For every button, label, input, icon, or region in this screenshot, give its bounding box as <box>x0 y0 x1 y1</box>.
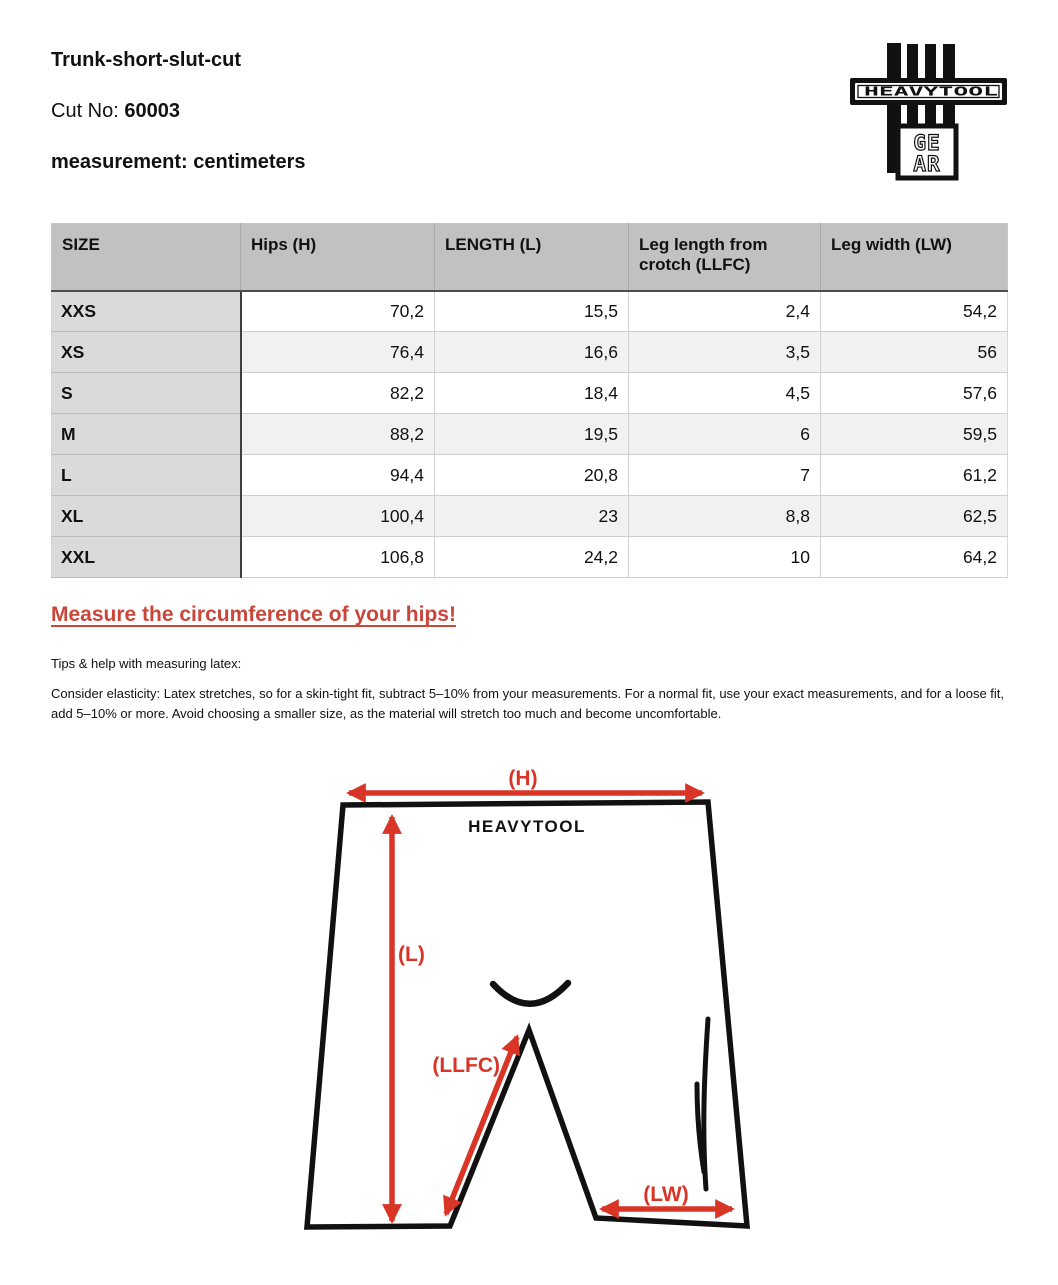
column-header: Hips (H) <box>241 224 435 291</box>
size-cell: L <box>52 455 241 496</box>
llfc-label: (LLFC) <box>432 1054 500 1077</box>
value-cell: 6 <box>629 414 821 455</box>
logo-band <box>850 78 1007 105</box>
column-header: SIZE <box>52 224 241 291</box>
diagram-brand-text: HEAVYTOOL <box>468 817 586 836</box>
elasticity-paragraph: Consider elasticity: Latex stretches, so for a skin-tight fit, subtract 5–10% from your measurements. For a normal fit, use your exact measurements, and for a loose fit, add 5–10% or more. Avoid choosing a smaller size, as the material will stretch too much and become uncomfortable. <box>51 686 1005 721</box>
value-cell: 4,5 <box>629 373 821 414</box>
logo-gear-plate <box>898 126 956 178</box>
logo-gear-top: GE <box>913 131 941 155</box>
value-cell: 100,4 <box>241 496 435 537</box>
value-cell: 19,5 <box>435 414 629 455</box>
value-cell: 82,2 <box>241 373 435 414</box>
value-cell: 94,4 <box>241 455 435 496</box>
measure-hips-heading: Measure the circumference of your hips! <box>51 603 456 626</box>
logo-brand-text: HEAVYTOOL <box>864 84 998 99</box>
value-cell: 59,5 <box>821 414 1008 455</box>
size-cell: XL <box>52 496 241 537</box>
value-cell: 57,6 <box>821 373 1008 414</box>
header-row <box>52 224 1008 291</box>
cut-number-line <box>51 100 180 123</box>
value-cell: 64,2 <box>821 537 1008 578</box>
size-cell: XXL <box>52 537 241 578</box>
hips-label: (H) <box>508 767 538 790</box>
value-cell: 15,5 <box>435 291 629 332</box>
size-cell: XXS <box>52 291 241 332</box>
value-cell: 70,2 <box>241 291 435 332</box>
size-table-header <box>52 224 1008 291</box>
page-title: Trunk-short-slut-cut <box>51 49 241 71</box>
table-row <box>52 537 1008 578</box>
table-row <box>52 414 1008 455</box>
shorts-measurement-diagram <box>290 755 770 1255</box>
value-cell: 54,2 <box>821 291 1008 332</box>
table-row <box>52 373 1008 414</box>
value-cell: 24,2 <box>435 537 629 578</box>
value-cell: 76,4 <box>241 332 435 373</box>
logo-gear-bottom: AR <box>913 152 941 176</box>
value-cell: 106,8 <box>241 537 435 578</box>
length-label: (L) <box>398 943 425 966</box>
column-header: LENGTH (L) <box>435 224 629 291</box>
value-cell: 23 <box>435 496 629 537</box>
value-cell: 16,6 <box>435 332 629 373</box>
shorts-outline <box>307 802 747 1227</box>
value-cell: 62,5 <box>821 496 1008 537</box>
value-cell: 56 <box>821 332 1008 373</box>
heavytool-gear-logo <box>845 30 1015 190</box>
table-row <box>52 332 1008 373</box>
table-row <box>52 291 1008 332</box>
value-cell: 88,2 <box>241 414 435 455</box>
tips-label: Tips & help with measuring latex: <box>51 656 242 671</box>
logo-top-bars <box>887 43 955 79</box>
size-table <box>51 223 1008 578</box>
cut-number-value: 60003 <box>124 100 180 122</box>
column-header: Leg length from crotch (LLFC) <box>629 224 821 291</box>
value-cell: 3,5 <box>629 332 821 373</box>
value-cell: 10 <box>629 537 821 578</box>
size-cell: S <box>52 373 241 414</box>
value-cell: 2,4 <box>629 291 821 332</box>
value-cell: 61,2 <box>821 455 1008 496</box>
size-cell: M <box>52 414 241 455</box>
value-cell: 7 <box>629 455 821 496</box>
size-cell: XS <box>52 332 241 373</box>
cut-number-label: Cut No: <box>51 100 125 122</box>
measurement-unit-line: measurement: centimeters <box>51 151 306 173</box>
size-table-body <box>52 291 1008 578</box>
value-cell: 8,8 <box>629 496 821 537</box>
table-row <box>52 455 1008 496</box>
value-cell: 20,8 <box>435 455 629 496</box>
leg-width-label: (LW) <box>643 1183 689 1206</box>
value-cell: 18,4 <box>435 373 629 414</box>
column-header: Leg width (LW) <box>821 224 1008 291</box>
crotch-curve <box>493 983 568 1004</box>
table-row <box>52 496 1008 537</box>
